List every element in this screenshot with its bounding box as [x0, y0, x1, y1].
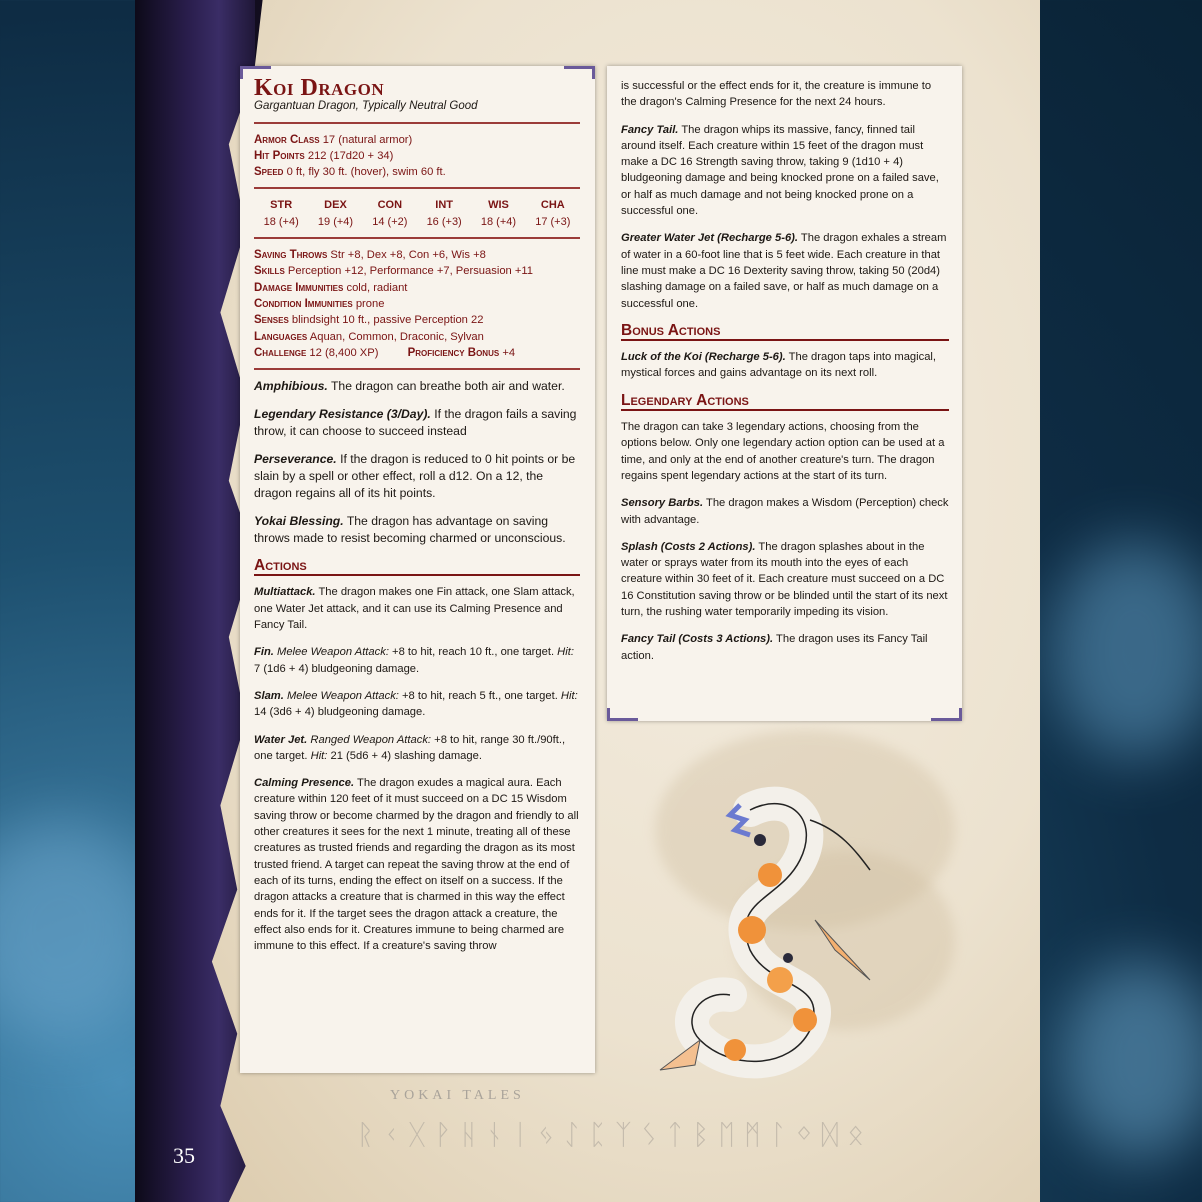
- saving-throws-row: [254, 247, 580, 263]
- action-name: Sensory Barbs.: [621, 497, 704, 510]
- statblock-right-panel: [607, 66, 962, 721]
- attack-type: Melee Weapon Attack:: [286, 689, 399, 702]
- ability-score: 16 (+3): [426, 215, 462, 228]
- ability-score: 14 (+2): [372, 215, 408, 228]
- divider: [254, 122, 580, 124]
- speed-label: Speed: [254, 166, 284, 179]
- attack-type: Ranged Weapon Attack:: [310, 733, 432, 746]
- hit-points-row: [254, 148, 580, 164]
- action-text: The dragon exudes a magical aura. Each creature within 120 feet of it must succeed on a DC 15 Wisdom saving throw or become charmed by the dragon and friendly to all other creatures it sees for the next 1 minute, treating all of these creatures as trusted friends and regarding the dragon as its most trusted friend. A target can repeat the saving throw at the end of each of its turns, ending the effect on itself on a success. If the dragon attacks a creature that is charmed in this way the effect ends for it. If the target sees the dragon attack a creature, the effect also ends for it. Creatures immune to being charmed are immune to this effect. If a creature's saving throw: [254, 777, 579, 953]
- trait-yokai-blessing: [254, 513, 580, 547]
- action-name: Slam.: [254, 689, 284, 702]
- corner-ornament: [931, 708, 962, 721]
- action-name: Water Jet.: [254, 733, 308, 746]
- languages-label: Languages: [254, 330, 308, 343]
- action-fin: [254, 644, 580, 677]
- damage-immunities-value: cold, radiant: [346, 281, 408, 294]
- ability-wis: [481, 197, 516, 230]
- hit-points-value: 212 (17d20 + 34): [307, 149, 394, 162]
- challenge-label: Challenge: [254, 346, 307, 359]
- action-name: Fancy Tail.: [621, 123, 679, 136]
- bonus-luck-of-the-koi: [621, 349, 949, 382]
- action-text: The dragon splashes about in the water or sprays water from its mouth into the eyes of each creature within 30 feet of it. Each creature must succeed on a DC 16 Constitution saving throw or be blinded until the start of its next turn, the rushing water temporarily impeding its vision.: [621, 540, 948, 619]
- action-text: +8 to hit, range 30 ft./90ft., one target.: [254, 733, 566, 762]
- action-text: +8 to hit, reach 5 ft., one target.: [402, 689, 558, 702]
- action-text: The dragon makes one Fin attack, one Slam attack, one Water Jet attack, and it can use its Calming Presence and Fancy Tail.: [254, 586, 575, 632]
- hit-label: Hit:: [560, 689, 578, 702]
- trait-legendary-resistance: [254, 406, 580, 440]
- ability-name: DEX: [324, 199, 347, 212]
- action-fancy-tail: [621, 122, 949, 220]
- ability-name: CON: [377, 199, 403, 212]
- corner-ornament: [564, 66, 595, 79]
- languages-row: [254, 329, 580, 345]
- background-cloud: [1050, 540, 1202, 760]
- ability-con: [372, 197, 407, 230]
- challenge-row: [254, 345, 580, 361]
- action-greater-water-jet: [621, 230, 949, 311]
- bonus-actions-heading: Bonus Actions: [621, 323, 949, 341]
- book-title-footer: YOKAI TALES: [390, 1088, 525, 1103]
- skills-row: [254, 263, 580, 279]
- hit-text: 21 (5d6 + 4) slashing damage.: [330, 749, 482, 762]
- action-name: Fin.: [254, 646, 274, 659]
- action-text: The dragon exhales a stream of water in a 60-foot line that is 5 feet wide. Each creature in that line must make a DC 16 Dexterity saving throw, taking 50 (20d4) slashing damage on a failed save, or half as much damage on a successful one.: [621, 232, 947, 310]
- skills-value: Perception +12, Performance +7, Persuasion +11: [287, 265, 534, 278]
- hit-points-label: Hit Points: [254, 149, 305, 162]
- legendary-actions-heading: Legendary Actions: [621, 393, 949, 411]
- condition-immunities-value: prone: [355, 297, 385, 310]
- trait-text: If the dragon is reduced to 0 hit points or be slain by a spell or other effect, roll a d12. On a 12, the dragon regains all of its hit points.: [254, 452, 576, 501]
- calming-presence-continued: is successful or the effect ends for it, the creature is immune to the dragon's Calming Presence for the next 24 hours.: [621, 80, 932, 109]
- proficiency-label: Proficiency Bonus: [407, 346, 500, 359]
- action-text: The dragon whips its massive, fancy, finned tail around itself. Each creature within 15 feet of the dragon must make a DC 16 Strength saving throw, taking 9 (1d10 + 4) bludgeoning damage and being knocked prone on a failed save, or half as much damage and not being knocked prone on a successful one.: [621, 123, 939, 218]
- senses-row: [254, 312, 580, 328]
- ability-dex: [318, 197, 353, 230]
- trait-text: If the dragon fails a saving throw, it can choose to succeed instead: [254, 407, 577, 439]
- divider: [254, 187, 580, 189]
- ability-score: 19 (+4): [317, 215, 354, 228]
- ability-score: 17 (+3): [535, 215, 571, 228]
- challenge-value: 12 (8,400 XP): [309, 346, 379, 359]
- ability-cha: [535, 197, 570, 230]
- skills-label: Skills: [254, 265, 285, 278]
- hit-label: Hit:: [557, 646, 574, 659]
- divider: [254, 368, 580, 370]
- ability-name: CHA: [540, 199, 565, 212]
- trait-name: Legendary Resistance (3/Day).: [254, 407, 431, 422]
- divider: [254, 237, 580, 239]
- armor-class-label: Armor Class: [254, 133, 320, 146]
- hit-label: Hit:: [310, 749, 328, 762]
- page-number: 35: [173, 1143, 195, 1168]
- speed-row: [254, 164, 580, 180]
- attack-type: Melee Weapon Attack:: [277, 646, 389, 659]
- armor-class-row: [254, 132, 580, 148]
- senses-label: Senses: [254, 314, 289, 327]
- damage-immunities-row: [254, 280, 580, 296]
- saving-throws-value: Str +8, Dex +8, Con +6, Wis +8: [330, 249, 486, 262]
- legendary-fancy-tail: [621, 631, 949, 664]
- action-text: +8 to hit, reach 10 ft., one target.: [392, 646, 555, 659]
- ability-int: [427, 197, 462, 230]
- action-name: Greater Water Jet (Recharge 5-6).: [621, 232, 799, 245]
- action-name: Splash (Costs 2 Actions).: [621, 540, 756, 553]
- trait-text: The dragon can breathe both air and water.: [330, 379, 565, 394]
- action-name: Fancy Tail (Costs 3 Actions).: [621, 633, 774, 646]
- ability-score: 18 (+4): [480, 215, 517, 228]
- trait-name: Perseverance.: [254, 452, 337, 467]
- ability-score: 18 (+4): [263, 215, 299, 228]
- trait-name: Yokai Blessing.: [254, 514, 344, 529]
- action-slam: [254, 688, 580, 721]
- hit-text: 14 (3d6 + 4) bludgeoning damage.: [254, 706, 426, 719]
- action-multiattack: [254, 584, 580, 633]
- trait-amphibious: [254, 378, 580, 395]
- ability-name: INT: [435, 199, 454, 212]
- hit-text: 7 (1d6 + 4) bludgeoning damage.: [254, 662, 420, 675]
- action-calming-presence: [254, 775, 580, 954]
- action-name: Luck of the Koi (Recharge 5-6).: [621, 351, 786, 364]
- trait-perseverance: [254, 451, 580, 502]
- proficiency-value: +4: [502, 346, 516, 359]
- ability-name: STR: [270, 199, 293, 212]
- statblock-left-panel: [240, 66, 595, 1073]
- languages-value: Aquan, Common, Draconic, Sylvan: [309, 330, 484, 343]
- action-text: The dragon uses its Fancy Tail action.: [621, 633, 928, 662]
- senses-value: blindsight 10 ft., passive Perception 22: [291, 314, 484, 327]
- legendary-splash: [621, 539, 949, 620]
- monster-type: Gargantuan Dragon, Typically Neutral Good: [254, 100, 478, 113]
- legendary-sensory-barbs: [621, 495, 949, 528]
- trait-name: Amphibious.: [254, 379, 328, 394]
- corner-ornament: [607, 708, 638, 721]
- armor-class-value: 17 (natural armor): [322, 133, 413, 146]
- rune-border-decoration: ᚱᚲᚷᚹᚺᚾᛁᛃᛇᛈᛉᛊᛏᛒᛖᛗᛚᛜᛞᛟ: [357, 1118, 874, 1151]
- background-cloud: [1060, 960, 1202, 1160]
- action-text: The dragon taps into magical, mystical forces and gains advantage on its next roll.: [621, 351, 937, 380]
- book-page: [135, 0, 1040, 1202]
- damage-immunities-label: Damage Immunities: [254, 281, 344, 294]
- condition-immunities-row: [254, 296, 580, 312]
- speed-value: 0 ft, fly 30 ft. (hover), swim 60 ft.: [286, 166, 446, 179]
- action-text: The dragon makes a Wisdom (Perception) check with advantage.: [621, 497, 949, 526]
- action-water-jet: [254, 732, 580, 765]
- ability-str: [264, 197, 299, 230]
- monster-name: Koi Dragon: [254, 75, 385, 101]
- ability-name: WIS: [488, 199, 509, 212]
- action-name: Calming Presence.: [254, 777, 355, 790]
- koi-dragon-illustration: [640, 780, 910, 1080]
- saving-throws-label: Saving Throws: [254, 249, 328, 262]
- trait-text: The dragon has advantage on saving throws made to resist becoming charmed or unconscious.: [254, 514, 566, 546]
- actions-heading: Actions: [254, 558, 580, 576]
- action-name: Multiattack.: [254, 586, 316, 599]
- ability-scores: [254, 197, 580, 230]
- condition-immunities-label: Condition Immunities: [254, 297, 353, 310]
- legendary-intro: The dragon can take 3 legendary actions, choosing from the options below. Only one legendary action option can be used at a time, and only at the end of another creature's turn. The dragon regains spent legendary actions at the start of its turn.: [621, 421, 945, 482]
